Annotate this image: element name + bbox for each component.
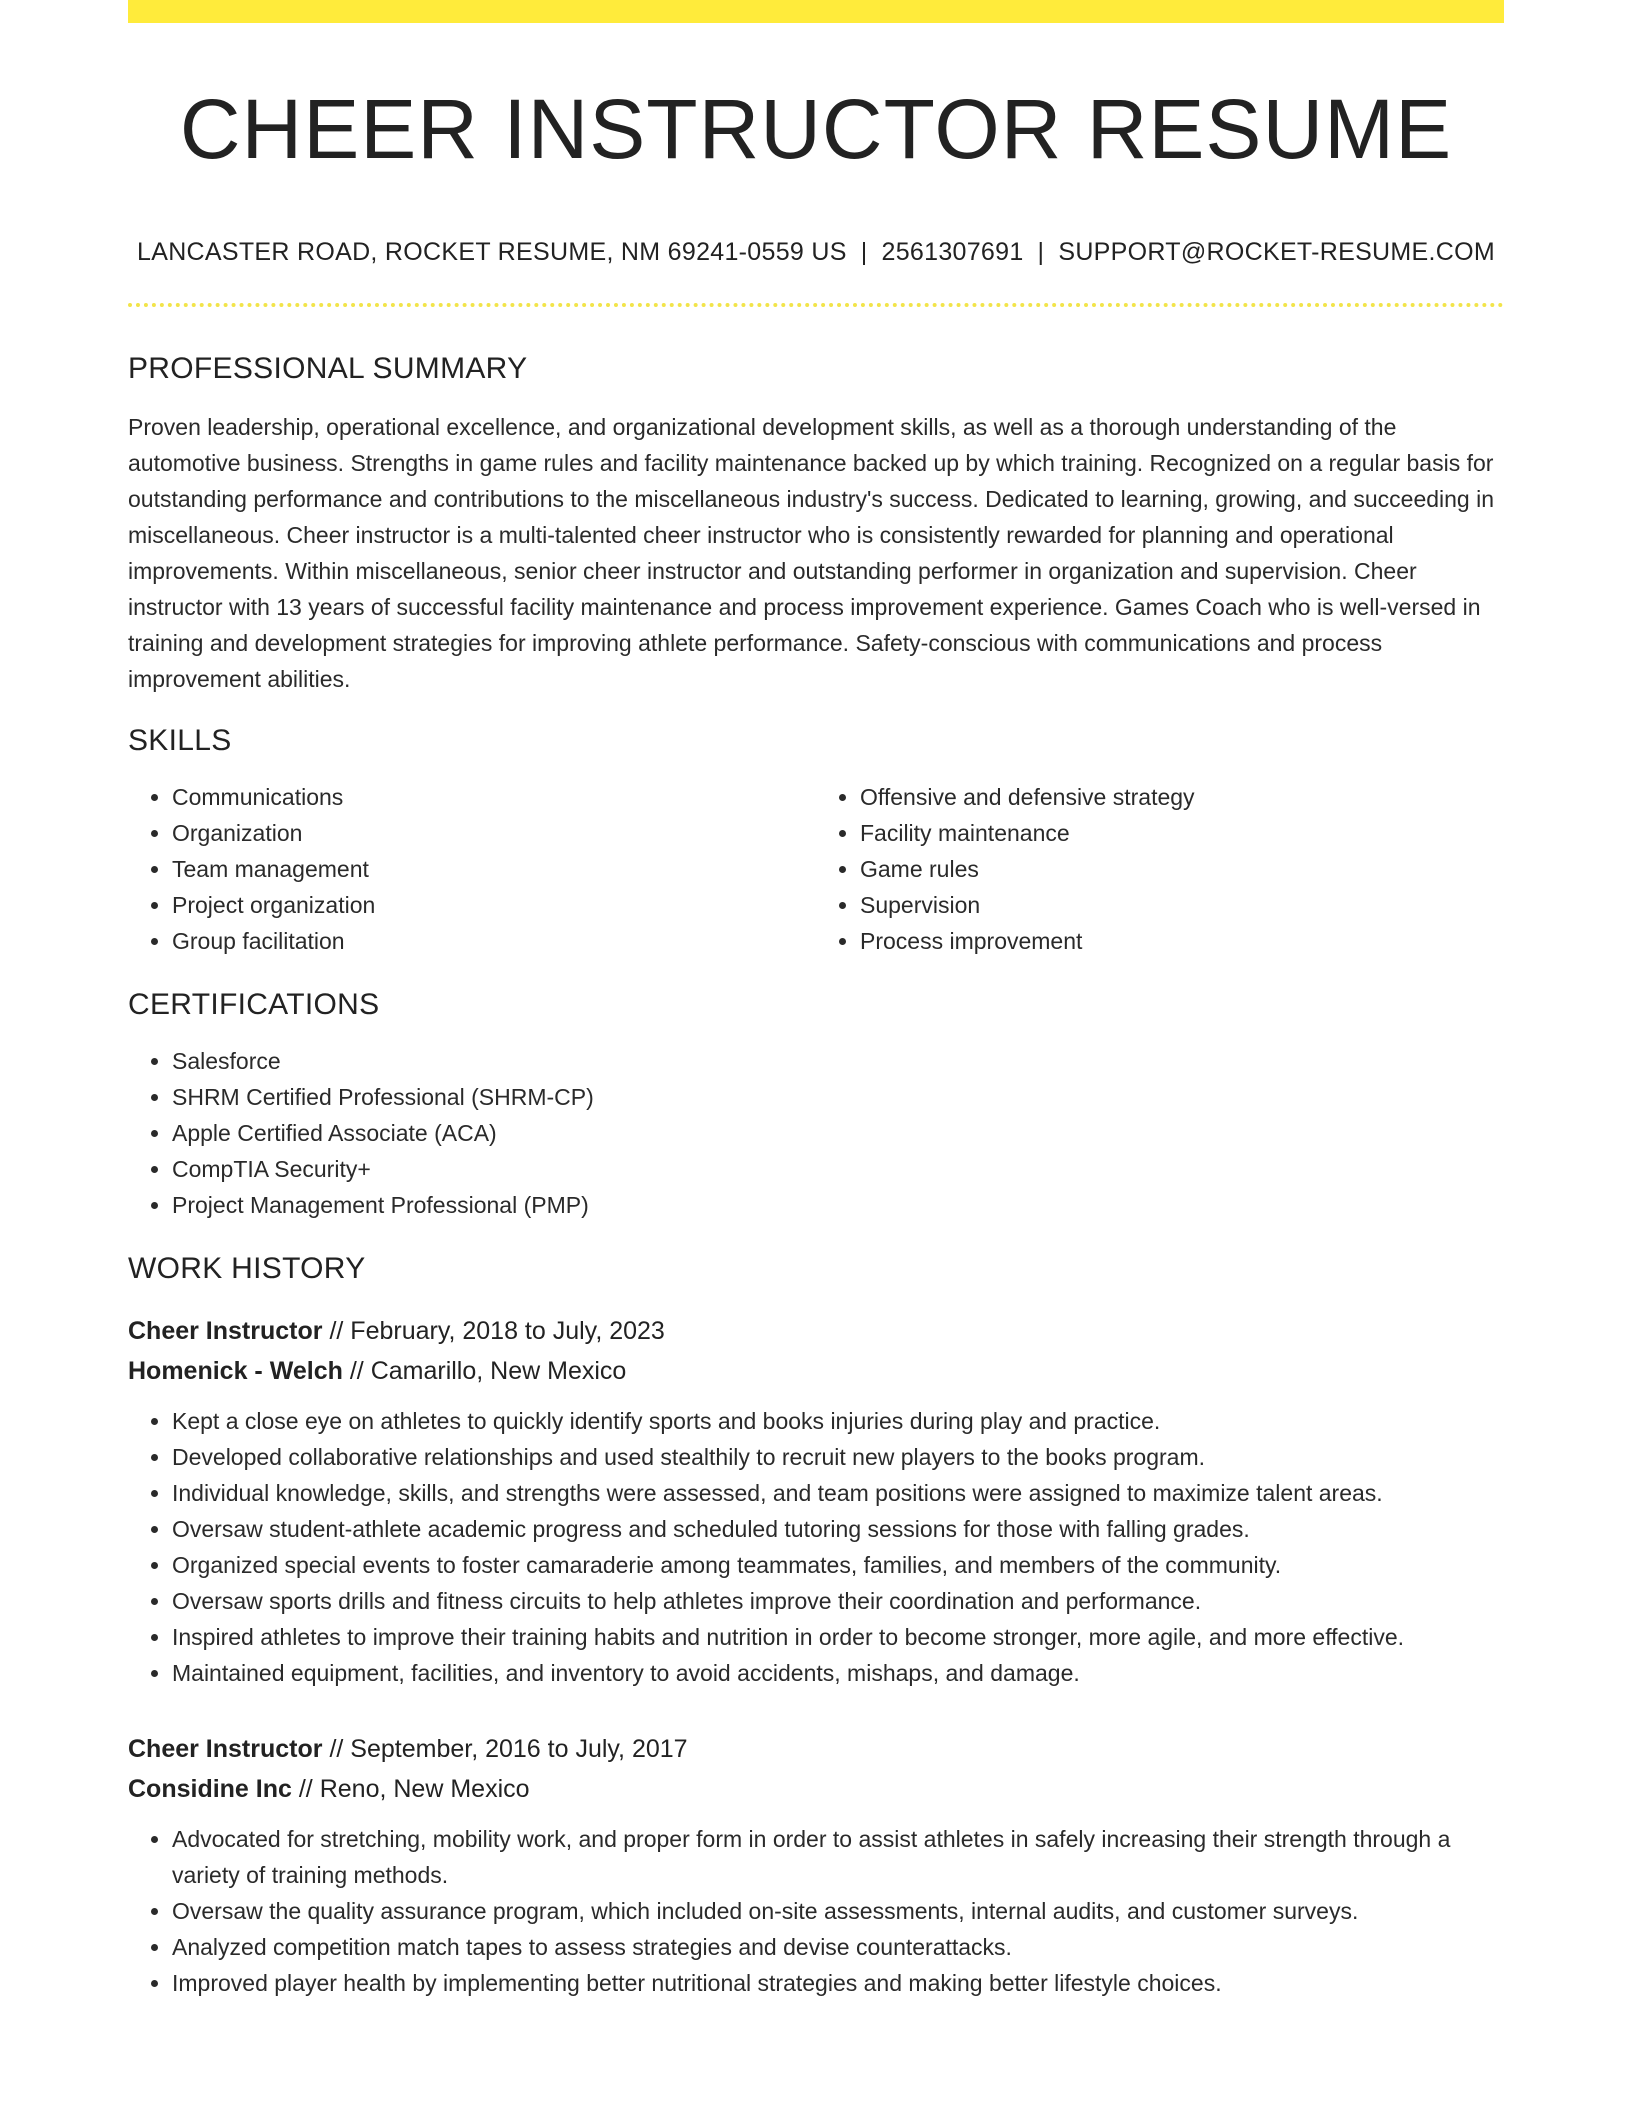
certifications-section: [128, 987, 1504, 1223]
job-divider: //: [298, 1775, 313, 1803]
job-bullets: [128, 1821, 1504, 2001]
certification-item: • SHRM Certified Professional (SHRM-CP): [172, 1079, 1504, 1115]
job-company: Homenick - Welch: [128, 1357, 343, 1385]
contact-phone: 2561307691: [881, 238, 1024, 266]
skill-item: • Project organization: [172, 887, 816, 923]
job-bullet: • Advocated for stretching, mobility work, and proper form in order to assist athletes in safely increasing their strength through a variety of training methods.: [172, 1821, 1504, 1893]
job-divider: //: [329, 1735, 344, 1763]
job-entry: [128, 1729, 1504, 2001]
skills-section: [128, 723, 1504, 959]
job-company-line: [128, 1769, 1504, 1809]
certifications-list: [128, 1043, 1504, 1223]
skill-item: • Communications: [172, 779, 816, 815]
job-dates: September, 2016 to July, 2017: [350, 1735, 688, 1763]
skills-columns: [128, 779, 1504, 959]
job-company: Considine Inc: [128, 1775, 292, 1803]
job-bullet: • Inspired athletes to improve their training habits and nutrition in order to become stronger, more agile, and more effective.: [172, 1619, 1504, 1655]
certification-item: • CompTIA Security+: [172, 1151, 1504, 1187]
skill-item: • Facility maintenance: [860, 815, 1504, 851]
skills-list-left: [128, 779, 816, 959]
skill-item: • Supervision: [860, 887, 1504, 923]
job-bullets: [128, 1403, 1504, 1691]
contact-separator: |: [860, 238, 868, 266]
resume-page: [128, 0, 1504, 2001]
job-dates: February, 2018 to July, 2023: [350, 1317, 665, 1345]
professional-summary-section: [128, 351, 1504, 697]
skill-item: • Team management: [172, 851, 816, 887]
job-title: Cheer Instructor: [128, 1735, 323, 1763]
accent-top-bar: [128, 0, 1504, 23]
job-bullet: • Analyzed competition match tapes to assess strategies and devise counterattacks.: [172, 1929, 1504, 1965]
job-entry: [128, 1311, 1504, 1691]
job-bullet: • Kept a close eye on athletes to quickly identify sports and books injuries during play and practice.: [172, 1403, 1504, 1439]
job-divider: //: [349, 1357, 364, 1385]
certification-item: • Apple Certified Associate (ACA): [172, 1115, 1504, 1151]
job-company-line: [128, 1351, 1504, 1391]
dotted-divider: [128, 303, 1504, 307]
skill-item: • Organization: [172, 815, 816, 851]
job-title: Cheer Instructor: [128, 1317, 323, 1345]
job-bullet: • Maintained equipment, facilities, and inventory to avoid accidents, mishaps, and damage.: [172, 1655, 1504, 1691]
certifications-heading: CERTIFICATIONS: [128, 988, 380, 1021]
job-location: Reno, New Mexico: [319, 1775, 530, 1803]
contact-address: LANCASTER ROAD, ROCKET RESUME, NM 69241-0559 US: [137, 238, 847, 266]
skills-heading: SKILLS: [128, 724, 232, 757]
work-history-section: [128, 1251, 1504, 2001]
skill-item: • Process improvement: [860, 923, 1504, 959]
contact-line: [128, 237, 1504, 267]
job-bullet: • Improved player health by implementing better nutritional strategies and making better lifestyle choices.: [172, 1965, 1504, 2001]
job-bullet: • Developed collaborative relationships and used stealthily to recruit new players to the books program.: [172, 1439, 1504, 1475]
skill-item: • Offensive and defensive strategy: [860, 779, 1504, 815]
certification-item: • Salesforce: [172, 1043, 1504, 1079]
job-location: Camarillo, New Mexico: [370, 1357, 627, 1385]
contact-email: SUPPORT@ROCKET-RESUME.COM: [1058, 238, 1495, 266]
work-history-heading: WORK HISTORY: [128, 1252, 366, 1285]
summary-heading: PROFESSIONAL SUMMARY: [128, 352, 528, 385]
job-bullet: • Oversaw the quality assurance program, which included on-site assessments, internal audits, and customer surveys.: [172, 1893, 1504, 1929]
certification-item: • Project Management Professional (PMP): [172, 1187, 1504, 1223]
job-title-line: [128, 1729, 1504, 1769]
job-bullet: • Oversaw sports drills and fitness circuits to help athletes improve their coordination and performance.: [172, 1583, 1504, 1619]
skill-item: • Game rules: [860, 851, 1504, 887]
summary-text: Proven leadership, operational excellence, and organizational development skills, as well as a thorough understanding of the automotive business. Strengths in game rules and facility maintenance backed up by which training. Recognized on a regular basis for outstanding performance and contributions to the miscellaneous industry's success. Dedicated to learning, growing, and succeeding in miscellaneous. Cheer instructor is a multi-talented cheer instructor who is consistently rewarded for planning and operational improvements. Within miscellaneous, senior cheer instructor and outstanding performer in organization and supervision. Cheer instructor with 13 years of successful facility maintenance and process improvement experience. Games Coach who is well-versed in training and development strategies for improving athlete performance. Safety-conscious with communications and process improvement abilities.: [128, 414, 1495, 692]
job-bullet: • Oversaw student-athlete academic progress and scheduled tutoring sessions for those with falling grades.: [172, 1511, 1504, 1547]
job-divider: //: [329, 1317, 344, 1345]
skill-item: • Group facilitation: [172, 923, 816, 959]
resume-title: CHEER INSTRUCTOR RESUME: [179, 82, 1453, 176]
job-bullet: • Individual knowledge, skills, and strengths were assessed, and team positions were assigned to maximize talent areas.: [172, 1475, 1504, 1511]
contact-separator: |: [1037, 238, 1045, 266]
job-bullet: • Organized special events to foster camaraderie among teammates, families, and members of the community.: [172, 1547, 1504, 1583]
job-title-line: [128, 1311, 1504, 1351]
skills-list-right: [816, 779, 1504, 959]
